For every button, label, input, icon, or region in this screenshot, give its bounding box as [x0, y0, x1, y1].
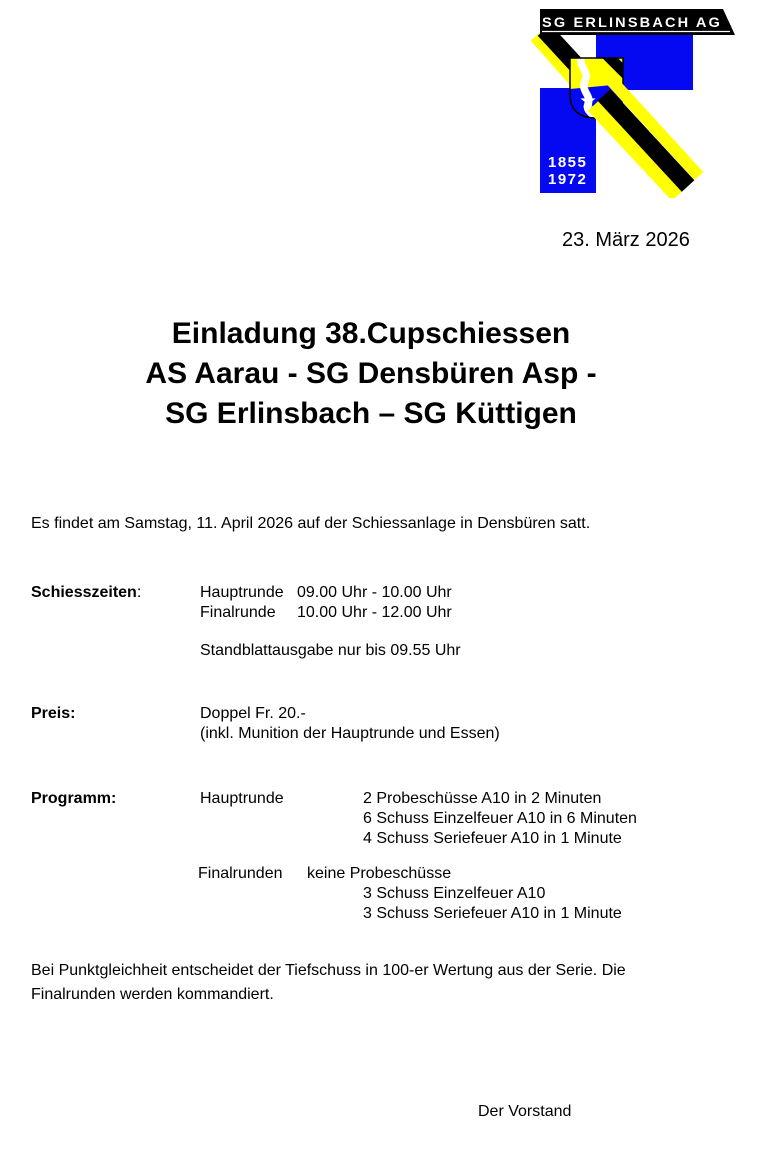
- programm-finalrunden-name: Finalrunden: [198, 865, 283, 882]
- programm-hauptrunde-name: Hauptrunde: [200, 790, 284, 807]
- logo-ribbon-over: [593, 79, 699, 196]
- logo-banner-text: SG ERLINSBACH AG: [542, 15, 722, 30]
- page-title: [31, 314, 711, 434]
- programm-hauptrunde-item3: 4 Schuss Seriefeuer A10 in 1 Minute: [363, 830, 622, 847]
- programm-hauptrunde-item2: 6 Schuss Einzelfeuer A10 in 6 Minuten: [363, 810, 637, 827]
- logo-years: [548, 154, 587, 188]
- schiesszeiten-note: Standblattausgabe nur bis 09.55 Uhr: [200, 642, 461, 659]
- title-line-3: SG Erlinsbach – SG Küttigen: [165, 397, 577, 430]
- schiesszeiten-label-colon: :: [136, 584, 142, 601]
- logo-banner: [540, 9, 735, 35]
- title-line-1: Einladung 38.Cupschiessen: [171, 317, 571, 350]
- preis-line2: (inkl. Munition der Hauptrunde und Essen): [200, 725, 500, 742]
- programm-finalrunden-first: keine Probeschüsse: [307, 865, 452, 882]
- programm-hauptrunde-item1: 2 Probeschüsse A10 in 2 Minuten: [363, 790, 602, 807]
- programm-finalrunden-item1: 3 Schuss Einzelfeuer A10: [363, 885, 546, 902]
- programm-label: Programm:: [31, 790, 117, 807]
- schiesszeiten-label: [31, 583, 141, 603]
- schiesszeiten-row1-time: 09.00 Uhr - 10.00 Uhr: [297, 584, 452, 601]
- intro-paragraph: Es findet am Samstag, 11. April 2026 auf der Schiessanlage in Densbüren satt.: [31, 515, 591, 532]
- schiesszeiten-row2-name: Finalrunde: [200, 604, 276, 621]
- logo-year-1855: 1855: [548, 154, 588, 171]
- title-line-2: AS Aarau - SG Densbüren Asp -: [145, 357, 597, 390]
- schiesszeiten-row1-name: Hauptrunde: [200, 584, 284, 601]
- preis-line1: Doppel Fr. 20.-: [200, 705, 306, 722]
- club-logo: [528, 8, 738, 198]
- closing-line-1: Bei Punktgleichheit entscheidet der Tiefschuss in 100-er Wertung aus der Serie. Die: [31, 962, 626, 979]
- programm-finalrunden-item2: 3 Schuss Seriefeuer A10 in 1 Minute: [363, 905, 622, 922]
- logo-year-1972: 1972: [548, 171, 588, 188]
- date-line: 23. März 2026: [562, 229, 690, 251]
- closing-line-2: Finalrunden werden kommandiert.: [31, 986, 274, 1003]
- preis-label: Preis:: [31, 705, 76, 722]
- signature: Der Vorstand: [478, 1103, 572, 1120]
- schiesszeiten-row2-time: 10.00 Uhr - 12.00 Uhr: [297, 604, 452, 621]
- schiesszeiten-label-bold: Schiesszeiten: [31, 584, 137, 601]
